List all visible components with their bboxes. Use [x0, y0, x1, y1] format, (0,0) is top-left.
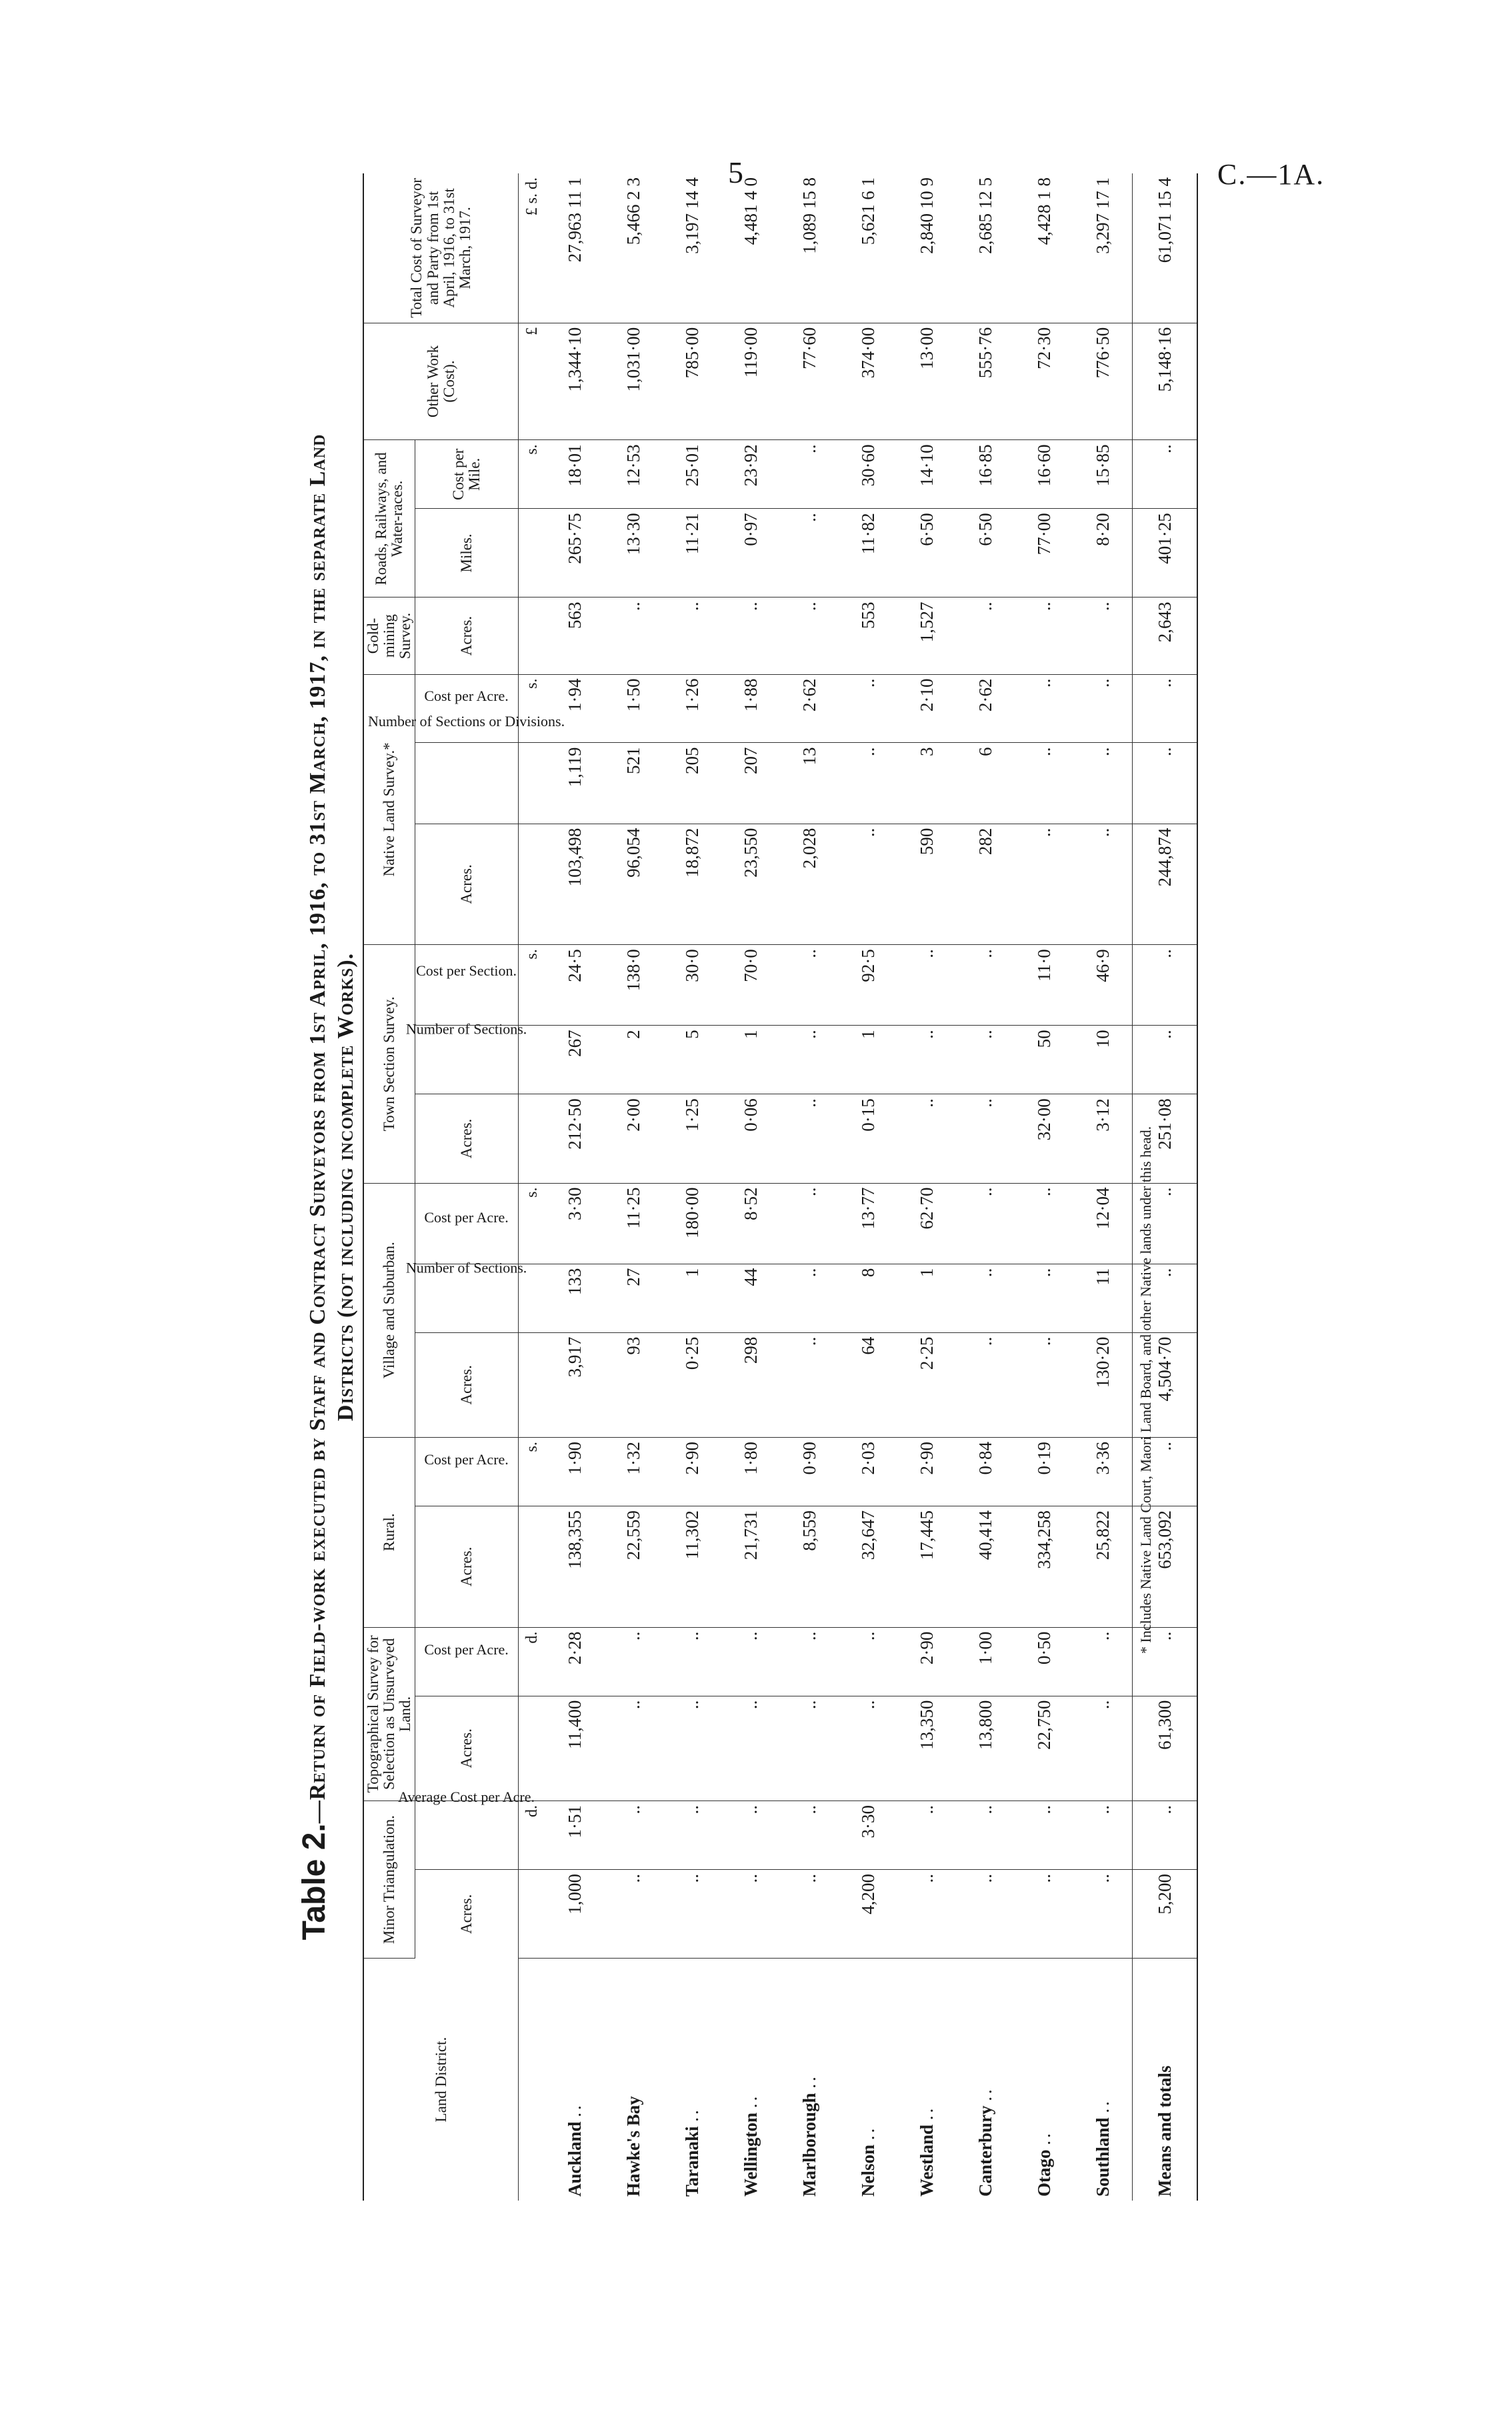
cell-rural-cost: 1·90 [545, 1438, 604, 1506]
cell-rural-acres: 25,822 [1073, 1506, 1133, 1627]
cell-roads-miles: 77·00 [1015, 509, 1073, 597]
cell-total: 2,840 10 9 [897, 173, 956, 323]
cell-town-cost: 30·0 [663, 945, 721, 1026]
subheader-number-sections: Number of Sections. [415, 1026, 519, 1094]
cell-minor-cost: .. [897, 1801, 956, 1870]
cell-village-cost: 3·30 [545, 1183, 604, 1264]
cell-native-cost: 1·94 [545, 674, 604, 743]
cell-town-sections: 50 [1015, 1026, 1073, 1094]
cell-native-sections: 521 [604, 743, 663, 824]
subheader-cost-per-acre: Cost per Acre. [415, 1627, 519, 1696]
cell-native-acres: 2,028 [780, 824, 839, 945]
cell-total: 3,297 17 1 [1073, 173, 1133, 323]
subheader-acres: Acres. [415, 1094, 519, 1183]
table-row [897, 173, 956, 2201]
cell-rural-acres: 40,414 [956, 1506, 1015, 1627]
cell-rural-acres: 22,559 [604, 1506, 663, 1627]
header-total-cost: Total Cost of Surveyor and Party from 1st April, 1916, to 31st March, 1917. [363, 173, 519, 323]
cell-town-cost: .. [956, 945, 1015, 1026]
cell-roads-miles: 0·97 [721, 509, 780, 597]
cell-rural-acres: 11,302 [663, 1506, 721, 1627]
cell-other: 77·60 [780, 323, 839, 440]
cell-town-acres: 0·15 [839, 1094, 897, 1183]
cell-roads-cost: 23·92 [721, 440, 780, 509]
cell-minor-cost: .. [604, 1801, 663, 1870]
cell-topo-cost: 1·00 [956, 1627, 1015, 1696]
cell-other: 13·00 [897, 323, 956, 440]
district-name: Marlborough .. [799, 2074, 819, 2197]
cell-topo-acres: .. [780, 1696, 839, 1800]
total-town-cost: .. [1133, 945, 1198, 1026]
cell-town-acres: .. [897, 1094, 956, 1183]
cell-native-cost: 2·10 [897, 674, 956, 743]
subheader-acres: Acres. [415, 597, 519, 674]
cell-village-acres: 130·20 [1073, 1332, 1133, 1437]
header-town-section: Town Section Survey. [363, 945, 415, 1183]
cell-village-cost: 13·77 [839, 1183, 897, 1264]
cell-rural-cost: 0·84 [956, 1438, 1015, 1506]
cell-rural-acres: 21,731 [721, 1506, 780, 1627]
cell-village-sections: 133 [545, 1264, 604, 1332]
table-row [604, 173, 663, 2201]
subheader-acres: Acres. [415, 824, 519, 945]
cell-gold-acres: .. [721, 597, 780, 674]
cell-native-acres: .. [1073, 824, 1133, 945]
cell-gold-acres: 553 [839, 597, 897, 674]
subheader-number-sections: Number of Sections. [415, 1264, 519, 1332]
subheader-cost-per-acre: Cost per Acre. [415, 1183, 519, 1264]
cell-roads-cost: 16·60 [1015, 440, 1073, 509]
table-row [956, 173, 1015, 2201]
document-reference: C.—1A. [1217, 158, 1325, 191]
cell-minor-cost: 1·51 [545, 1801, 604, 1870]
cell-gold-acres: 563 [545, 597, 604, 674]
cell-native-acres: 23,550 [721, 824, 780, 945]
cell-other: 72·30 [1015, 323, 1073, 440]
header-village-suburban: Village and Suburban. [363, 1183, 415, 1438]
rotated-table-block [291, 173, 1175, 2201]
cell-other: 776·50 [1073, 323, 1133, 440]
cell-town-cost: 46·9 [1073, 945, 1133, 1026]
cell-topo-acres: .. [1073, 1696, 1133, 1800]
cell-other: 374·00 [839, 323, 897, 440]
cell-village-sections: 11 [1073, 1264, 1133, 1332]
cell-other: 555·76 [956, 323, 1015, 440]
cell-roads-cost: 16·85 [956, 440, 1015, 509]
cell-native-acres: 103,498 [545, 824, 604, 945]
footnote: * Includes Native Land Court, Maori Land Board, and other Native lands under this head. [1137, 1126, 1154, 1654]
cell-minor-acres: .. [1073, 1869, 1133, 1958]
cell-topo-acres: .. [604, 1696, 663, 1800]
cell-town-acres: 1·25 [663, 1094, 721, 1183]
cell-town-sections: 267 [545, 1026, 604, 1094]
total-topo-cost: .. [1133, 1627, 1198, 1696]
cell-native-cost: 2·62 [956, 674, 1015, 743]
cell-rural-acres: 138,355 [545, 1506, 604, 1627]
cell-minor-cost: .. [663, 1801, 721, 1870]
cell-topo-cost: .. [721, 1627, 780, 1696]
subheader-acres: Acres. [415, 1869, 519, 1958]
cell-other: 1,344·10 [545, 323, 604, 440]
district-name: Southland .. [1092, 2099, 1113, 2197]
cell-village-acres: .. [780, 1332, 839, 1437]
cell-native-cost: 1·88 [721, 674, 780, 743]
cell-total: 1,089 15 8 [780, 173, 839, 323]
cell-town-cost: .. [897, 945, 956, 1026]
cell-roads-cost: 25·01 [663, 440, 721, 509]
header-minor-triangulation: Minor Triangulation. [363, 1801, 415, 1959]
cell-roads-cost: 18·01 [545, 440, 604, 509]
table-row [545, 173, 604, 2201]
total-rural-cost: .. [1133, 1438, 1198, 1506]
subheader-acres: Acres. [415, 1506, 519, 1627]
cell-minor-cost: .. [1015, 1801, 1073, 1870]
cell-village-cost: 8·52 [721, 1183, 780, 1264]
table-title-text: —Return of Field-work executed by Staff and Contract Surveyors from 1st April, 1916, to 31st March, 1917, in the separate Land [305, 433, 330, 1824]
cell-topo-cost: .. [839, 1627, 897, 1696]
cell-roads-miles: 13·30 [604, 509, 663, 597]
district-name: Canterbury .. [975, 2087, 995, 2197]
cell-other: 119·00 [721, 323, 780, 440]
subheader-cost-per-mile: Cost per Mile. [415, 440, 519, 509]
cell-village-acres: .. [1015, 1332, 1073, 1437]
cell-minor-acres: .. [604, 1869, 663, 1958]
cell-minor-acres: 4,200 [839, 1869, 897, 1958]
cell-topo-cost: 0·50 [1015, 1627, 1073, 1696]
cell-native-sections: 6 [956, 743, 1015, 824]
cell-topo-acres: 13,800 [956, 1696, 1015, 1800]
cell-roads-miles: 8·20 [1073, 509, 1133, 597]
cell-village-cost: 62·70 [897, 1183, 956, 1264]
cell-town-sections: .. [897, 1026, 956, 1094]
table-row [780, 173, 839, 2201]
cell-minor-cost: .. [956, 1801, 1015, 1870]
cell-topo-cost: .. [1073, 1627, 1133, 1696]
total-village-acres: 4,504·70 [1133, 1332, 1198, 1437]
cell-native-sections: 3 [897, 743, 956, 824]
cell-other: 785·00 [663, 323, 721, 440]
total-native-cost: .. [1133, 674, 1198, 743]
cell-native-sections: 207 [721, 743, 780, 824]
cell-village-cost: 11·25 [604, 1183, 663, 1264]
cell-village-acres: 2·25 [897, 1332, 956, 1437]
cell-roads-miles: 265·75 [545, 509, 604, 597]
total-native-acres: 244,874 [1133, 824, 1198, 945]
cell-rural-acres: 334,258 [1015, 1506, 1073, 1627]
header-rural: Rural. [363, 1438, 415, 1628]
cell-topo-cost: 2·90 [897, 1627, 956, 1696]
cell-total: 2,685 12 5 [956, 173, 1015, 323]
table-row [663, 173, 721, 2201]
table-title [296, 173, 359, 2201]
cell-native-sections: .. [839, 743, 897, 824]
cell-village-sections: .. [1015, 1264, 1073, 1332]
cell-native-cost: 2·62 [780, 674, 839, 743]
total-minor-cost: .. [1133, 1801, 1198, 1870]
cell-town-cost: 92·5 [839, 945, 897, 1026]
cell-town-acres: 32·00 [1015, 1094, 1073, 1183]
cell-native-acres: 96,054 [604, 824, 663, 945]
district-name: Auckland .. [564, 2103, 585, 2197]
cell-native-cost: .. [839, 674, 897, 743]
cell-roads-cost: 30·60 [839, 440, 897, 509]
cell-town-sections: .. [780, 1026, 839, 1094]
cell-minor-cost: 3·30 [839, 1801, 897, 1870]
subheader-cost-per-section: Cost per Section. [415, 945, 519, 1026]
total-village-cost: .. [1133, 1183, 1198, 1264]
cell-town-sections: .. [956, 1026, 1015, 1094]
cell-rural-acres: 32,647 [839, 1506, 897, 1627]
total-native-sections: .. [1133, 743, 1198, 824]
header-topographical-survey: Topographical Survey for Selection as Unsurveyed Land. [363, 1627, 415, 1800]
subheader-miles: Miles. [415, 509, 519, 597]
cell-village-sections: .. [780, 1264, 839, 1332]
cell-town-acres: .. [956, 1094, 1015, 1183]
cell-total: 3,197 14 4 [663, 173, 721, 323]
cell-minor-acres: 1,000 [545, 1869, 604, 1958]
cell-minor-cost: .. [780, 1801, 839, 1870]
total-roads-miles: 401·25 [1133, 509, 1198, 597]
cell-village-cost: .. [1015, 1183, 1073, 1264]
cell-native-acres: 590 [897, 824, 956, 945]
district-name: Westland .. [916, 2105, 937, 2197]
cell-minor-acres: .. [780, 1869, 839, 1958]
cell-village-sections: 8 [839, 1264, 897, 1332]
total-total: 61,071 15 4 [1133, 173, 1198, 323]
cell-minor-acres: .. [721, 1869, 780, 1958]
cell-minor-acres: .. [663, 1869, 721, 1958]
cell-town-cost: 138·0 [604, 945, 663, 1026]
cell-town-sections: 2 [604, 1026, 663, 1094]
header-roads-railways: Roads, Railways, and Water-races. [363, 440, 415, 597]
cell-native-sections: 1,119 [545, 743, 604, 824]
cell-rural-cost: 1·80 [721, 1438, 780, 1506]
cell-village-sections: .. [956, 1264, 1015, 1332]
cell-village-acres: 0·25 [663, 1332, 721, 1437]
cell-roads-miles: 11·21 [663, 509, 721, 597]
cell-gold-acres: .. [1015, 597, 1073, 674]
cell-rural-cost: 2·90 [897, 1438, 956, 1506]
cell-native-acres: .. [839, 824, 897, 945]
cell-native-sections: .. [1015, 743, 1073, 824]
header-gold-mining: Gold-mining Survey. [363, 597, 415, 674]
cell-roads-cost: 15·85 [1073, 440, 1133, 509]
cell-town-acres: 3·12 [1073, 1094, 1133, 1183]
cell-town-cost: 70·0 [721, 945, 780, 1026]
subheader-avg-cost-per-acre: Average Cost per Acre. [415, 1801, 519, 1870]
cell-town-cost: 11·0 [1015, 945, 1073, 1026]
cell-roads-cost: 14·10 [897, 440, 956, 509]
cell-village-sections: 44 [721, 1264, 780, 1332]
cell-village-acres: .. [956, 1332, 1015, 1437]
cell-roads-cost: 12·53 [604, 440, 663, 509]
subheader-cost-per-acre: Cost per Acre. [415, 674, 519, 743]
cell-native-acres: 18,872 [663, 824, 721, 945]
district-name: Taranaki .. [681, 2107, 702, 2197]
cell-town-acres: 2·00 [604, 1094, 663, 1183]
cell-total: 27,963 11 1 [545, 173, 604, 323]
cell-village-acres: 93 [604, 1332, 663, 1437]
cell-gold-acres: .. [1073, 597, 1133, 674]
table-subtitle: Districts (not including incomplete Works). [333, 952, 359, 1422]
district-name: Wellington .. [740, 2093, 761, 2197]
cell-native-cost: .. [1073, 674, 1133, 743]
cell-town-sections: 1 [721, 1026, 780, 1094]
page-number: 5 [728, 155, 743, 189]
cell-minor-cost: .. [1073, 1801, 1133, 1870]
table-row [1015, 173, 1073, 2201]
cell-native-cost: 1·50 [604, 674, 663, 743]
total-town-acres: 251·08 [1133, 1094, 1198, 1183]
table-row [1073, 173, 1133, 2201]
cell-topo-cost: 2·28 [545, 1627, 604, 1696]
cell-gold-acres: .. [780, 597, 839, 674]
cell-town-cost: .. [780, 945, 839, 1026]
cell-native-sections: 205 [663, 743, 721, 824]
cell-roads-miles: 6·50 [897, 509, 956, 597]
cell-town-acres: 0·06 [721, 1094, 780, 1183]
cell-topo-cost: .. [604, 1627, 663, 1696]
cell-village-sections: 27 [604, 1264, 663, 1332]
cell-topo-acres: 11,400 [545, 1696, 604, 1800]
cell-gold-acres: .. [956, 597, 1015, 674]
header-other-work: Other Work (Cost). [363, 323, 519, 440]
total-village-sections: .. [1133, 1264, 1198, 1332]
cell-total: 4,481 4 0 [721, 173, 780, 323]
cell-native-cost: 1·26 [663, 674, 721, 743]
cell-topo-cost: .. [780, 1627, 839, 1696]
cell-total: 5,466 2 3 [604, 173, 663, 323]
cell-village-cost: .. [780, 1183, 839, 1264]
table-row [721, 173, 780, 2201]
cell-rural-cost: 1·32 [604, 1438, 663, 1506]
cell-topo-acres: 13,350 [897, 1696, 956, 1800]
cell-roads-miles: .. [780, 509, 839, 597]
cell-rural-acres: 17,445 [897, 1506, 956, 1627]
cell-gold-acres: .. [663, 597, 721, 674]
cell-town-sections: 5 [663, 1026, 721, 1094]
cell-gold-acres: 1,527 [897, 597, 956, 674]
total-rural-acres: 653,092 [1133, 1506, 1198, 1627]
cell-topo-acres: .. [721, 1696, 780, 1800]
total-gold-acres: 2,643 [1133, 597, 1198, 674]
cell-minor-cost: .. [721, 1801, 780, 1870]
cell-town-acres: 212·50 [545, 1094, 604, 1183]
cell-village-acres: 64 [839, 1332, 897, 1437]
cell-roads-cost: .. [780, 440, 839, 509]
cell-town-sections: 10 [1073, 1026, 1133, 1094]
cell-topo-acres: .. [839, 1696, 897, 1800]
total-topo-acres: 61,300 [1133, 1696, 1198, 1800]
total-other: 5,148·16 [1133, 323, 1198, 440]
cell-topo-cost: .. [663, 1627, 721, 1696]
total-minor-acres: 5,200 [1133, 1869, 1198, 1958]
cell-village-cost: 180·00 [663, 1183, 721, 1264]
cell-topo-acres: .. [663, 1696, 721, 1800]
total-roads-cost: .. [1133, 440, 1198, 509]
cell-minor-acres: .. [1015, 1869, 1073, 1958]
cell-native-acres: 282 [956, 824, 1015, 945]
district-name: Hawke's Bay [623, 2096, 643, 2197]
cell-native-sections: 13 [780, 743, 839, 824]
cell-native-cost: .. [1015, 674, 1073, 743]
cell-gold-acres: .. [604, 597, 663, 674]
cell-village-cost: 12·04 [1073, 1183, 1133, 1264]
cell-village-acres: 298 [721, 1332, 780, 1437]
return-table [363, 173, 1198, 2201]
cell-village-sections: 1 [663, 1264, 721, 1332]
cell-town-acres: .. [780, 1094, 839, 1183]
district-name: Otago .. [1033, 2131, 1054, 2197]
cell-minor-acres: .. [897, 1869, 956, 1958]
subheader-cost-per-acre: Cost per Acre. [415, 1438, 519, 1506]
cell-village-sections: 1 [897, 1264, 956, 1332]
cell-rural-cost: 0·19 [1015, 1438, 1073, 1506]
total-town-sections: .. [1133, 1026, 1198, 1094]
subheader-acres: Acres. [415, 1332, 519, 1437]
cell-minor-acres: .. [956, 1869, 1015, 1958]
cell-rural-cost: 3·36 [1073, 1438, 1133, 1506]
cell-rural-cost: 2·03 [839, 1438, 897, 1506]
totals-label: Means and totals [1133, 1959, 1198, 2201]
cell-town-cost: 24·5 [545, 945, 604, 1026]
header-land-district: Land District. [363, 1959, 519, 2201]
cell-roads-miles: 6·50 [956, 509, 1015, 597]
cell-total: 4,428 1 8 [1015, 173, 1073, 323]
cell-other: 1,031·00 [604, 323, 663, 440]
header-native-land: Native Land Survey.* [363, 674, 415, 945]
cell-town-sections: 1 [839, 1026, 897, 1094]
subheader-number-sections-divisions: Number of Sections or Divisions. [415, 743, 519, 824]
table-label: Table 2. [297, 1823, 332, 1941]
cell-topo-acres: 22,750 [1015, 1696, 1073, 1800]
cell-rural-cost: 0·90 [780, 1438, 839, 1506]
cell-village-acres: 3,917 [545, 1332, 604, 1437]
cell-rural-cost: 2·90 [663, 1438, 721, 1506]
units-row: d. d. s. s. s. s. s. £ £ s. d. [519, 173, 546, 2201]
cell-native-sections: .. [1073, 743, 1133, 824]
subheader-acres: Acres. [415, 1696, 519, 1800]
cell-native-acres: .. [1015, 824, 1073, 945]
cell-rural-acres: 8,559 [780, 1506, 839, 1627]
cell-total: 5,621 6 1 [839, 173, 897, 323]
table-row [839, 173, 897, 2201]
cell-roads-miles: 11·82 [839, 509, 897, 597]
cell-village-cost: .. [956, 1183, 1015, 1264]
district-name: Nelson .. [857, 2125, 878, 2197]
